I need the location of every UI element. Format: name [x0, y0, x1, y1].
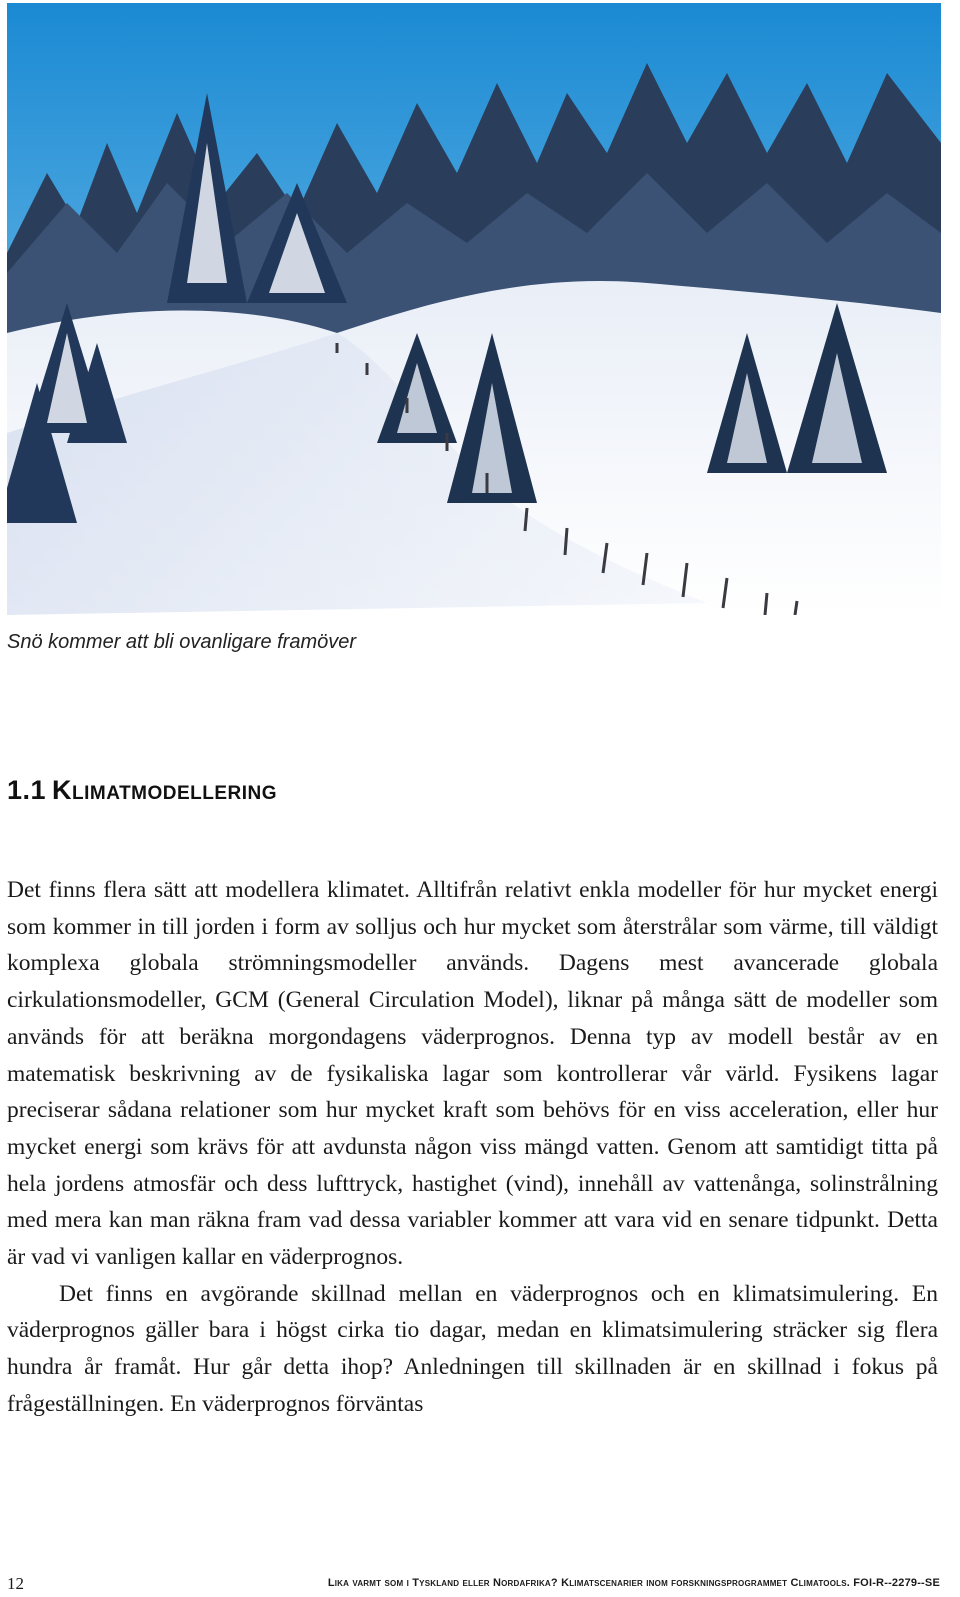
winter-landscape-photo	[7, 3, 941, 615]
page-number: 12	[7, 1574, 24, 1593]
section-title: Klimatmodellering	[52, 775, 278, 805]
section-heading	[7, 775, 277, 806]
section-number: 1.1	[7, 775, 47, 805]
page-footer	[7, 1574, 940, 1594]
body-text	[7, 872, 938, 1423]
paragraph: Det finns en avgörande skillnad mellan en väderprognos och en klimatsimulering. En väderprognos gäller bara i högst cirka tio dagar, medan en klimatsimulering sträcker sig flera hundra år framåt. Hur går detta ihop? Anledningen till skillnaden är en skillnad i fokus på frågeställningen. En väderprognos förväntas	[7, 1280, 938, 1417]
paragraph: Det finns flera sätt att modellera klimatet. Alltifrån relativt enkla modeller för hur mycket energi som kommer in till jorden i form av solljus och hur mycket som återstrålar som värme, till väldigt komplexa globala strömningsmodeller används. Dagens mest avancerade globala cirkulationsmodeller, GCM (General Circulation Model), liknar på många sätt de modeller som används för att beräkna morgondagens väderprognos. Denna typ av modell består av en matematisk beskrivning av de fysikaliska lagar som kontrollerar vår värld. Fysikens lagar preciserar sådana relationer som hur mycket kraft som behövs för en viss acceleration, eller hur mycket energi som krävs för att avdunsta någon viss mängd vatten. Genom att samtidigt titta på hela jordens atmosfär och dess lufttryck, hastighet (vind), innehåll av vattenånga, solinstrålning med mera kan man räkna fram vad dessa variabler kommer att vara vid en senare tidpunkt. Detta är vad vi vanligen kallar en väderprognos.	[7, 877, 938, 1271]
figure-caption: Snö kommer att bli ovanligare framöver	[7, 631, 357, 653]
running-title: Lika varmt som i Tyskland eller Nordafrika? Klimatscenarier inom forskningsprogrammet Climatools. FOI-R--2279--SE	[327, 1577, 940, 1589]
